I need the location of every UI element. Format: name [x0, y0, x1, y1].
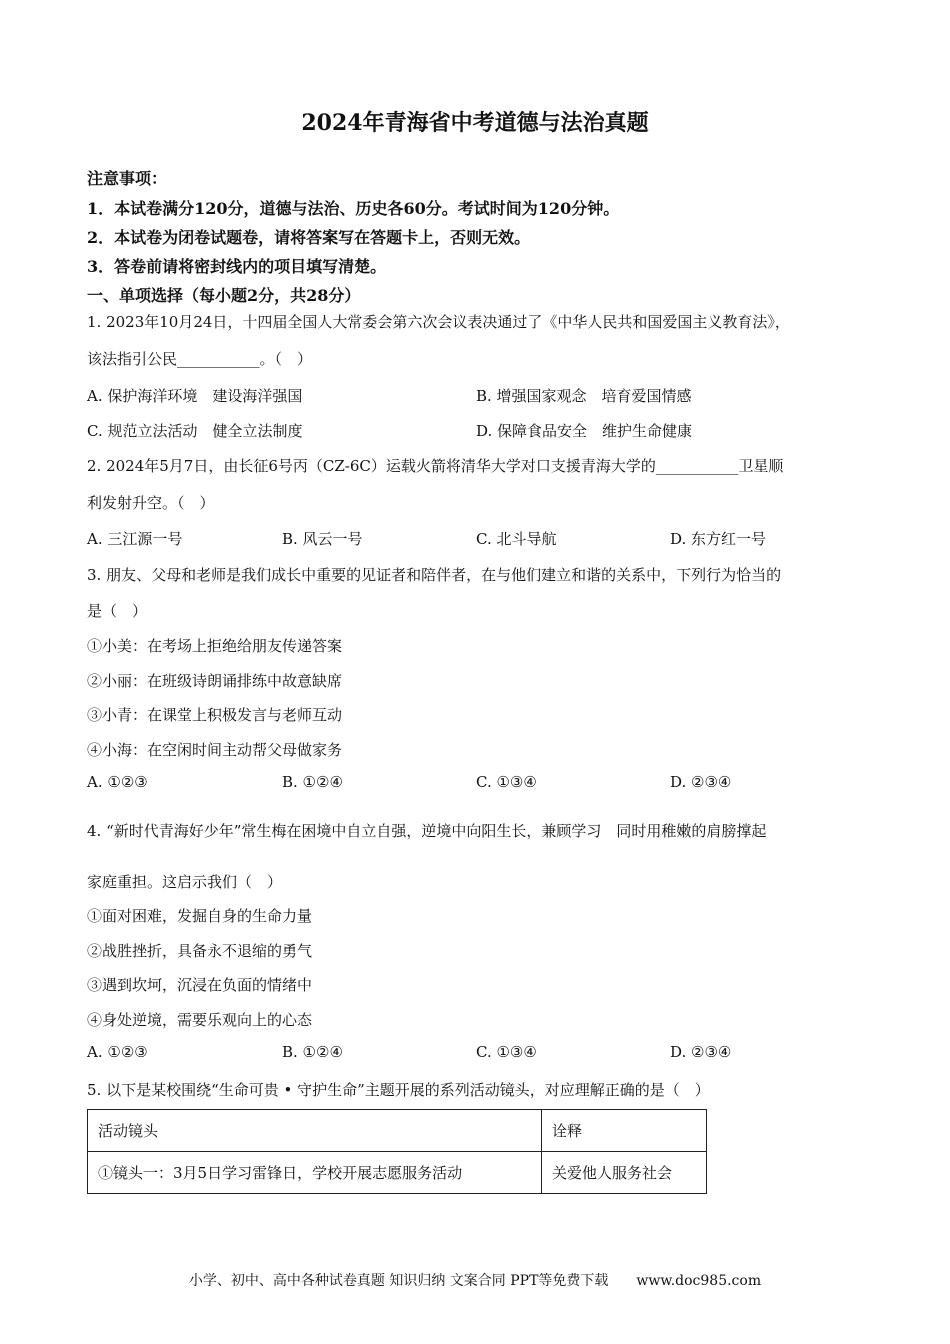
q1-option-a: A. 保护海洋环境 建设海洋强国: [87, 387, 303, 405]
q2-option-a: A. 三江源一号: [87, 530, 183, 548]
q3-statement: ①小美：在考场上拒绝给朋友传递答案: [87, 637, 343, 655]
table-cell: 关爱他人服务社会: [542, 1152, 707, 1194]
q4-statement: ③遇到坎坷，沉浸在负面的情绪中: [87, 976, 313, 994]
q3-option-a: A. ①②③: [87, 773, 148, 791]
table-cell: ①镜头一：3月5日学习雷锋日，学校开展志愿服务活动: [88, 1152, 542, 1194]
table-header-row: [88, 1110, 707, 1152]
q4-statement: ②战胜挫折，具备永不退缩的勇气: [87, 942, 313, 960]
q4-option-a: A. ①②③: [87, 1043, 148, 1061]
q4-statement: ①面对困难，发掘自身的生命力量: [87, 907, 313, 925]
q4-statement: ④身处逆境，需要乐观向上的心态: [87, 1011, 313, 1029]
table-header-cell: 活动镜头: [88, 1110, 542, 1152]
section-heading: 一、单项选择（每小题2分，共28分）: [87, 286, 361, 305]
question-4-stem: 4. “新时代青海好少年”常生梅在困境中自立自强，逆境中向阳生长，兼顾学习 同时用稚嫩的肩膀撑起: [87, 822, 767, 840]
q1-option-d: D. 保障食品安全 维护生命健康: [476, 422, 693, 440]
page-title: 2024年青海省中考道德与法治真题: [301, 110, 649, 136]
q2-option-b: B. 风云一号: [282, 530, 363, 548]
q4-option-d: D. ②③④: [670, 1043, 732, 1061]
question-5-table: [87, 1109, 707, 1194]
note-item: 2．本试卷为闭卷试题卷，请将答案写在答题卡上，否则无效。: [87, 228, 531, 247]
question-4-stem-cont: 家庭重担。这启示我们（ ）: [87, 873, 283, 891]
q2-option-d: D. 东方红一号: [670, 530, 767, 548]
question-1-stem: 1. 2023年10月24日，十四届全国人大常委会第六次会议表决通过了《中华人民共和国爱国主义教育法》，: [87, 313, 790, 331]
question-5-stem: 5. 以下是某校围绕“生命可贵 • 守护生命”主题开展的系列活动镜头，对应理解正确的是（ ）: [87, 1081, 710, 1099]
question-3-stem: 3. 朋友、父母和老师是我们成长中重要的见证者和陪伴者，在与他们建立和谐的关系中，下列行为恰当的: [87, 566, 782, 584]
q4-option-b: B. ①②④: [282, 1043, 343, 1061]
notes-heading: 注意事项：: [87, 169, 168, 188]
q4-option-c: C. ①③④: [476, 1043, 537, 1061]
q3-option-c: C. ①③④: [476, 773, 537, 791]
question-3-stem-cont: 是（ ）: [87, 602, 148, 620]
q1-option-b: B. 增强国家观念 培育爱国情感: [476, 387, 692, 405]
q3-option-b: B. ①②④: [282, 773, 343, 791]
q3-statement: ③小青：在课堂上积极发言与老师互动: [87, 706, 343, 724]
q3-statement: ④小海：在空闲时间主动帮父母做家务: [87, 741, 343, 759]
question-1-stem-cont: 该法指引公民___________。（ ）: [87, 350, 313, 368]
table-row: [88, 1152, 707, 1194]
q2-option-c: C. 北斗导航: [476, 530, 557, 548]
note-item: 3．答卷前请将密封线内的项目填写清楚。: [87, 257, 387, 276]
table-header-cell: 诠释: [542, 1110, 707, 1152]
q1-option-c: C. 规范立法活动 健全立法制度: [87, 422, 303, 440]
note-item: 1．本试卷满分120分，道德与法治、历史各60分。考试时间为120分钟。: [87, 199, 620, 218]
question-2-stem: 2. 2024年5月7日，由长征6号丙（CZ-6C）运载火箭将清华大学对口支援青海大学的___________卫星顺: [87, 457, 784, 475]
question-2-stem-cont: 利发射升空。（ ）: [87, 494, 215, 512]
q3-statement: ②小丽：在班级诗朗诵排练中故意缺席: [87, 672, 343, 690]
page-footer: 小学、初中、高中各种试卷真题 知识归纳 文案合同 PPT等免费下载 www.doc985.com: [188, 1273, 762, 1289]
q3-option-d: D. ②③④: [670, 773, 732, 791]
